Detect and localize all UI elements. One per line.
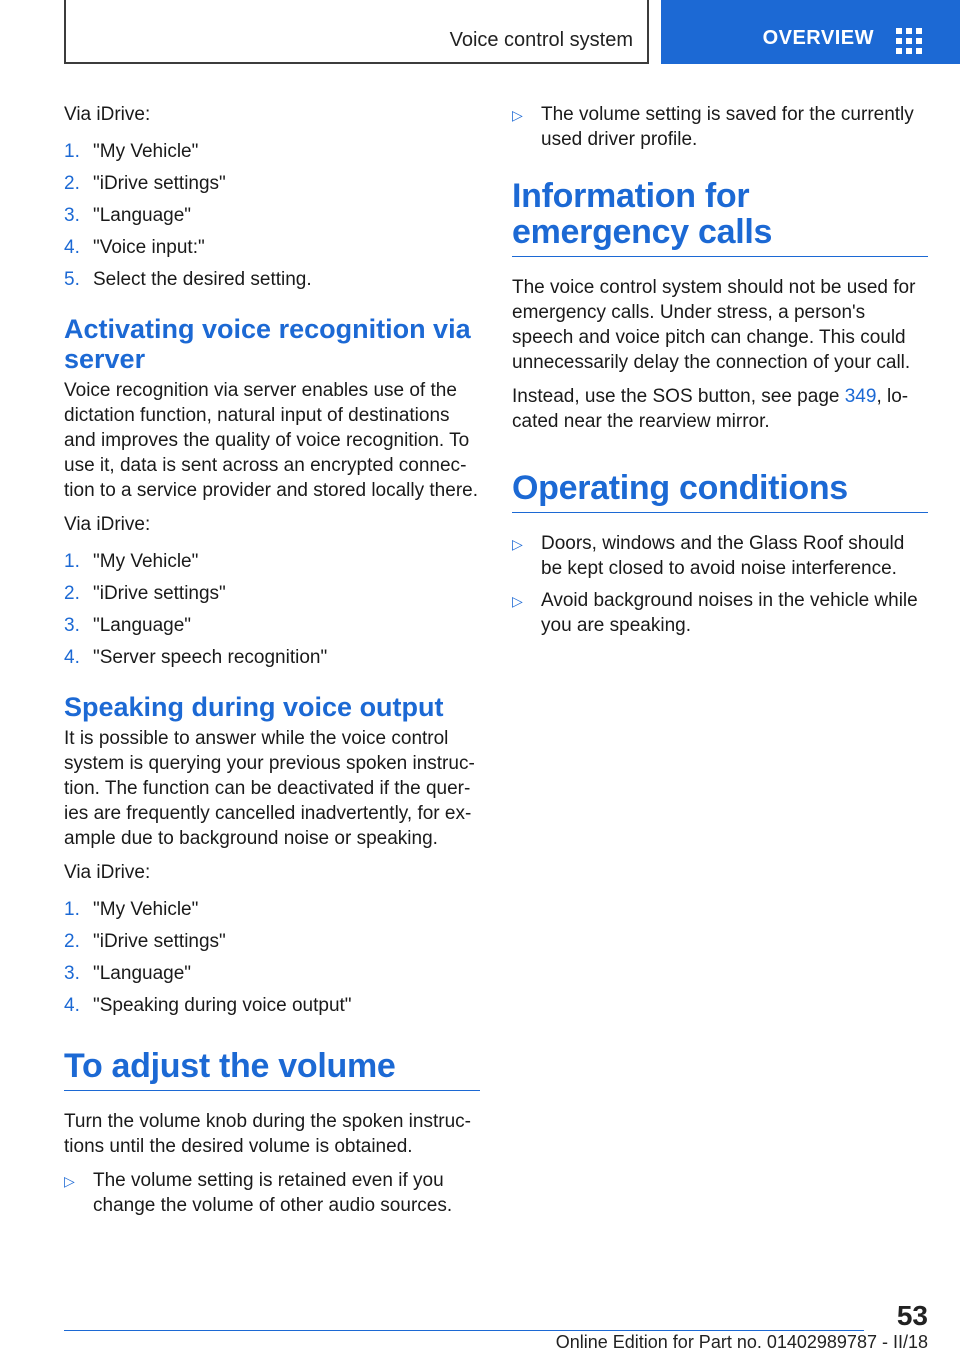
right-column bbox=[512, 102, 928, 656]
overview-tab[interactable] bbox=[661, 0, 960, 64]
page-link[interactable]: 349 bbox=[844, 386, 877, 407]
triangle-bullet-icon: ▷ bbox=[64, 1173, 75, 1189]
saved-profile-bullets bbox=[512, 102, 928, 152]
footer-edition: Online Edition for Part no. 01402989787 - II/18 bbox=[555, 1332, 928, 1352]
footer-divider bbox=[64, 1330, 864, 1331]
list-item: 4. "Voice input:" bbox=[64, 237, 205, 258]
volume-bullets bbox=[64, 1168, 480, 1218]
steps-list-server-speech bbox=[64, 549, 480, 670]
list-item: 3. "Language" bbox=[64, 963, 192, 984]
heading-adjust-volume: To adjust the volume bbox=[64, 1048, 480, 1091]
conditions-bullets bbox=[512, 531, 928, 638]
list-item: 4. "Server speech recognition" bbox=[64, 647, 328, 668]
list-item: ▷ Avoid background noises in the vehicle while you are speaking. bbox=[512, 590, 918, 636]
via-idrive-label: Via iDrive: bbox=[64, 862, 151, 883]
overview-tab-label: OVERVIEW bbox=[762, 27, 874, 49]
list-item: 5. Select the desired setting. bbox=[64, 269, 312, 290]
triangle-bullet-icon: ▷ bbox=[512, 536, 523, 552]
left-column bbox=[64, 102, 480, 1236]
list-item: 1. "My Vehicle" bbox=[64, 899, 199, 920]
heading-activating-voice-recognition: Activating voice recognition via server bbox=[64, 314, 471, 374]
paragraph-activating: Voice recognition via server enables use of the dictation function, natural input of destinations and improves the quality of voice recognition. To use it, data is sent across an encrypted connection to a service provider and stored locally there. bbox=[64, 380, 478, 501]
paragraph-volume: Turn the volume knob during the spoken instructions until the desired volume is obtained. bbox=[64, 1111, 471, 1157]
paragraph-speaking: It is possible to answer while the voice control system is querying your previous spoken instruction. The function can be deactivated if the queries are frequently cancelled inadvertently, for example due to background noise or speaking. bbox=[64, 728, 475, 849]
list-item: ▷ The volume setting is saved for the currently used driver profile. bbox=[512, 104, 914, 150]
via-idrive-label: Via iDrive: bbox=[64, 104, 151, 125]
list-item: 2. "iDrive settings" bbox=[64, 583, 226, 604]
steps-list-voice-input bbox=[64, 139, 480, 292]
list-item: 2. "iDrive settings" bbox=[64, 173, 226, 194]
list-item: ▷ Doors, windows and the Glass Roof should be kept closed to avoid noise interference. bbox=[512, 533, 905, 579]
heading-operating-conditions: Operating conditions bbox=[512, 470, 928, 513]
heading-speaking-during-voice-output: Speaking during voice output bbox=[64, 692, 444, 722]
heading-emergency-calls: Information for emergency calls bbox=[512, 178, 928, 257]
triangle-bullet-icon: ▷ bbox=[512, 107, 523, 123]
via-idrive-label: Via iDrive: bbox=[64, 514, 151, 535]
list-item: ▷ The volume setting is retained even if you change the volume of other audio sources. bbox=[64, 1170, 453, 1216]
list-item: 3. "Language" bbox=[64, 615, 192, 636]
paragraph-emergency: The voice control system should not be used for emergency calls. Under stress, a person's speech and voice pitch can change. This could unnecessarily delay the connection of your call. bbox=[512, 277, 916, 373]
section-title: Voice control system bbox=[449, 29, 633, 51]
grid-icon bbox=[896, 28, 922, 54]
list-item: 1. "My Vehicle" bbox=[64, 551, 199, 572]
steps-list-speaking-output bbox=[64, 897, 480, 1018]
paragraph-sos: Instead, use the SOS button, see page 349, located near the rearview mirror. bbox=[512, 386, 909, 432]
list-item: 2. "iDrive settings" bbox=[64, 931, 226, 952]
page-number: 53 bbox=[896, 1300, 928, 1331]
list-item: 3. "Language" bbox=[64, 205, 192, 226]
triangle-bullet-icon: ▷ bbox=[512, 593, 523, 609]
list-item: 4. "Speaking during voice output" bbox=[64, 995, 352, 1016]
header-section-title bbox=[64, 0, 649, 64]
list-item: 1. "My Vehicle" bbox=[64, 141, 199, 162]
